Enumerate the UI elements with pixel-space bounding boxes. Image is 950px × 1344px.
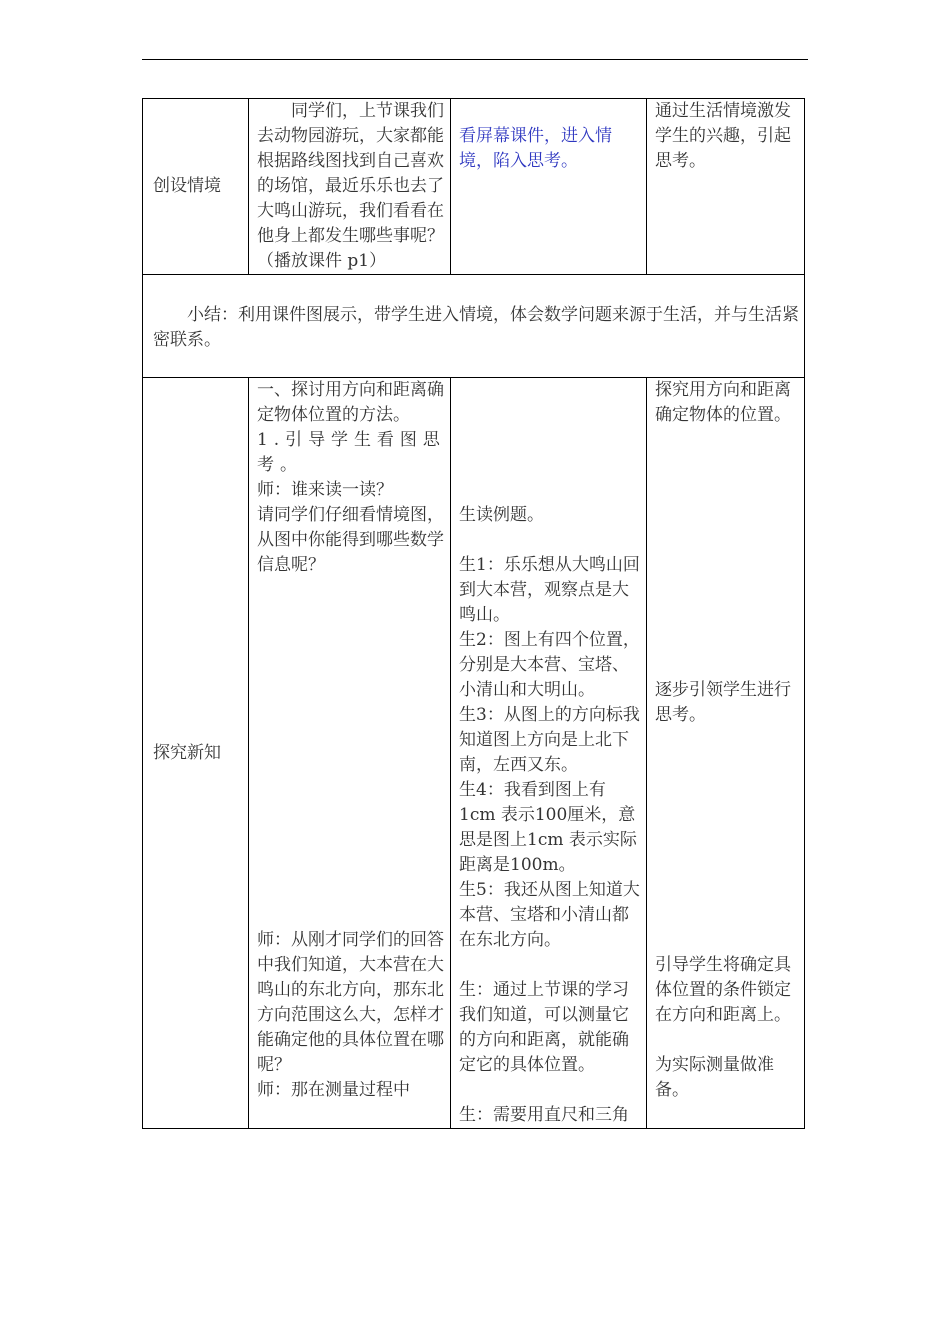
stage-cell	[143, 378, 249, 1129]
student-text: 看屏幕课件，进入情境，陷入思考。	[459, 126, 612, 171]
spacer	[459, 953, 642, 978]
intent-text: 引导学生将确定具体位置的条件锁定在方向和距离上。	[655, 955, 791, 1025]
student-text: 生：通过上节课的学习我们知道，可以测量它的方向和距离，就能确定它的具体位置。	[459, 980, 629, 1075]
teacher-text: 1.引导学生看图思考。	[257, 430, 446, 475]
student-text: 生5：我还从图上知道大本营、宝塔和小清山都在东北方向。	[459, 880, 640, 950]
design-intent-cell	[647, 378, 805, 1129]
teacher-activity-cell	[249, 99, 451, 275]
header-rule	[142, 59, 808, 60]
table-row	[143, 378, 805, 1129]
design-intent-cell	[647, 99, 805, 275]
summary-text: 小结：利用课件图展示，带学生进入情境，体会数学问题来源于生活，并与生活紧密联系。	[153, 305, 799, 350]
student-text: 生3：从图上的方向标我知道图上方向是上北下南，左西又东。	[459, 705, 640, 775]
teacher-activity-cell	[249, 378, 451, 1129]
spacer	[655, 728, 800, 953]
teacher-text: 师：谁来读一读？	[257, 480, 393, 500]
student-text: 生2：图上有四个位置，分别是大本营、宝塔、小清山和大明山。	[459, 630, 640, 700]
stage-label: 创设情境	[153, 176, 221, 196]
teacher-text: 一、探讨用方向和距离确定物体位置的方法。	[257, 380, 444, 425]
intent-text: 通过生活情境激发学生的兴趣，引起思考。	[655, 101, 791, 171]
spacer	[655, 428, 800, 678]
teacher-text: 同学们，上节课我们去动物园游玩，大家都能根据路线图找到自己喜欢的场馆，最近乐乐也去了大鸣山游玩，我们看看在他身上都发生哪些事呢？（播放课件 p1）	[257, 101, 444, 271]
student-text: 生：需要用直尺和三角	[459, 1105, 629, 1125]
spacer	[459, 528, 642, 553]
teacher-text: 师：从刚才同学们的回答中我们知道，大本营在大鸣山的东北方向，那东北方向范围这么大，怎样才能确定他的具体位置在哪呢？	[257, 930, 444, 1075]
spacer	[459, 1078, 642, 1103]
stage-cell	[143, 99, 249, 275]
student-text: 生读例题。	[459, 505, 544, 525]
teacher-text: 师：那在测量过程中	[257, 1080, 410, 1100]
student-activity-cell	[451, 378, 647, 1129]
summary-cell	[143, 275, 805, 378]
table-row	[143, 99, 805, 275]
stage-label: 探究新知	[153, 742, 221, 763]
teacher-text: 请同学们仔细看情境图，从图中你能得到哪些数学信息呢？	[257, 505, 444, 575]
table-row	[143, 275, 805, 378]
spacer	[257, 578, 446, 928]
intent-text: 为实际测量做准备。	[655, 1055, 774, 1100]
intent-text: 逐步引领学生进行思考。	[655, 680, 791, 725]
intent-text: 探究用方向和距离确定物体的位置。	[655, 380, 791, 425]
lesson-plan-table	[142, 98, 805, 1129]
student-text: 生4：我看到图上有1cm 表示100厘米，意思是图上1cm 表示实际距离是100m。	[459, 780, 637, 875]
spacer	[459, 378, 642, 503]
student-activity-cell	[451, 99, 647, 275]
student-text: 生1：乐乐想从大鸣山回到大本营，观察点是大鸣山。	[459, 555, 640, 625]
spacer	[655, 1028, 800, 1053]
